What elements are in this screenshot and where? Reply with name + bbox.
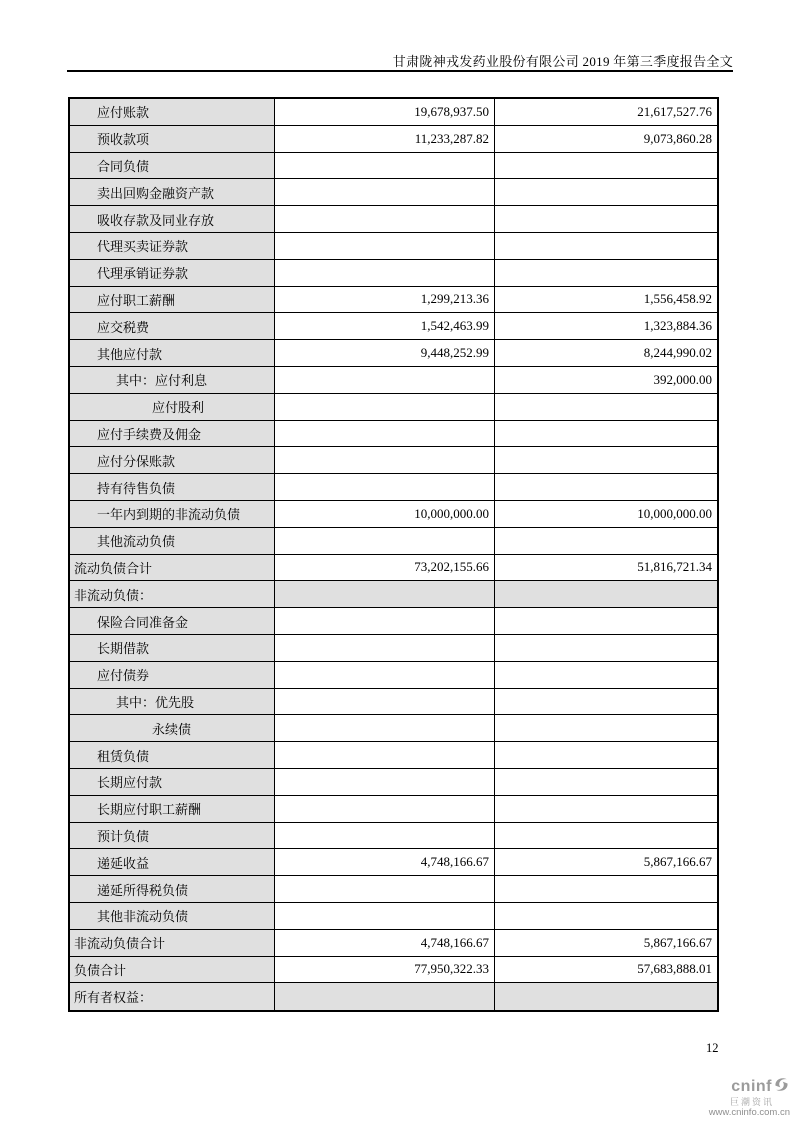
- row-label-cell: [70, 394, 275, 420]
- row-label-cell: [70, 340, 275, 366]
- cninfo-brand-row: [670, 1076, 790, 1098]
- table-row: [70, 608, 717, 635]
- page-header-title: 甘肃陇神戎发药业股份有限公司 2019 年第三季度报告全文: [392, 54, 733, 69]
- cninfo-chinese-name: 巨潮资讯: [729, 1096, 774, 1107]
- current-period-value-cell: [275, 206, 495, 232]
- table-row: [70, 501, 717, 528]
- row-label-cell: [70, 233, 275, 259]
- table-row: [70, 742, 717, 769]
- table-row: [70, 179, 717, 206]
- row-label-cell: [70, 876, 275, 902]
- prior-period-value-cell: [495, 394, 717, 420]
- current-period-value-cell: [275, 608, 495, 634]
- prior-period-value-cell: [495, 769, 717, 795]
- row-label-cell: [70, 983, 275, 1010]
- row-label: 应付账款: [97, 105, 150, 121]
- row-label-cell: [70, 206, 275, 232]
- current-period-value-cell: [275, 233, 495, 259]
- row-label: 卖出回购金融资产款: [97, 185, 215, 201]
- row-label: 应付股利: [152, 400, 205, 416]
- table-row: [70, 233, 717, 260]
- prior-period-value-cell: [495, 179, 717, 205]
- current-period-value-cell: [275, 662, 495, 688]
- row-label-cell: [70, 179, 275, 205]
- row-label-cell: [70, 689, 275, 715]
- row-label: 流动负债合计: [74, 560, 153, 576]
- current-period-value-cell: 77,950,322.33: [275, 957, 495, 983]
- row-label: 长期应付职工薪酬: [97, 802, 202, 818]
- table-row: [70, 662, 717, 689]
- table-row: [70, 823, 717, 850]
- table-row: [70, 99, 717, 126]
- current-period-value-cell: [275, 421, 495, 447]
- row-label: 一年内到期的非流动负债: [97, 507, 241, 523]
- prior-period-value-cell: [495, 689, 717, 715]
- table-row: [70, 903, 717, 930]
- prior-period-value-cell: [495, 260, 717, 286]
- table-row: [70, 421, 717, 448]
- row-label: 代理承销证券款: [97, 266, 189, 282]
- row-label: 持有待售负债: [97, 480, 176, 496]
- prior-period-value-cell: [495, 796, 717, 822]
- row-label-cell: [70, 260, 275, 286]
- prior-period-value-cell: 57,683,888.01: [495, 957, 717, 983]
- prior-period-value-cell: 392,000.00: [495, 367, 717, 393]
- row-label: 预收款项: [97, 132, 150, 148]
- prior-period-value-cell: [495, 742, 717, 768]
- current-period-value-cell: [275, 903, 495, 929]
- cninfo-url: www.cninfo.com.cn: [708, 1107, 790, 1119]
- prior-period-value-cell: [495, 233, 717, 259]
- row-label-cell: [70, 823, 275, 849]
- row-label: 保险合同准备金: [97, 614, 189, 630]
- prior-period-value-cell: [495, 715, 717, 741]
- row-label: 应付债券: [97, 668, 150, 684]
- cninfo-brand-text: cninf: [731, 1078, 772, 1095]
- row-label-cell: [70, 153, 275, 179]
- row-label: 应交税费: [97, 319, 150, 335]
- row-label: 预计负债: [97, 828, 150, 844]
- row-label: 非流动负债合计: [74, 936, 166, 952]
- row-label-cell: [70, 367, 275, 393]
- row-label-cell: [70, 903, 275, 929]
- current-period-value-cell: 1,299,213.36: [275, 287, 495, 313]
- prior-period-value-cell: [495, 903, 717, 929]
- current-period-value-cell: [275, 474, 495, 500]
- row-label-cell: [70, 474, 275, 500]
- prior-period-value-cell: [495, 983, 717, 1010]
- current-period-value-cell: [275, 581, 495, 607]
- prior-period-value-cell: [495, 662, 717, 688]
- row-label: 租赁负债: [97, 748, 150, 764]
- table-row: [70, 635, 717, 662]
- row-label: 合同负债: [97, 158, 150, 174]
- table-row: [70, 689, 717, 716]
- table-row: [70, 260, 717, 287]
- prior-period-value-cell: 9,073,860.28: [495, 126, 717, 152]
- row-label: 其中：优先股: [116, 694, 195, 710]
- table-row: [70, 581, 717, 608]
- row-label: 其他应付款: [97, 346, 163, 362]
- row-label: 应付手续费及佣金: [97, 426, 202, 442]
- table-row: [70, 528, 717, 555]
- table-row: [70, 957, 717, 984]
- prior-period-value-cell: [495, 823, 717, 849]
- table-row: [70, 153, 717, 180]
- row-label: 递延所得税负债: [97, 882, 189, 898]
- prior-period-value-cell: [495, 447, 717, 473]
- table-row: [70, 769, 717, 796]
- current-period-value-cell: 10,000,000.00: [275, 501, 495, 527]
- balance-sheet-liabilities-table: [68, 97, 719, 1012]
- row-label: 长期借款: [97, 641, 150, 657]
- row-label-cell: [70, 849, 275, 875]
- table-row: [70, 555, 717, 582]
- prior-period-value-cell: 51,816,721.34: [495, 555, 717, 581]
- row-label-cell: [70, 635, 275, 661]
- row-label-cell: [70, 313, 275, 339]
- current-period-value-cell: [275, 635, 495, 661]
- table-row: [70, 796, 717, 823]
- row-label-cell: [70, 957, 275, 983]
- current-period-value-cell: [275, 260, 495, 286]
- row-label-cell: [70, 742, 275, 768]
- prior-period-value-cell: [495, 581, 717, 607]
- row-label-cell: [70, 608, 275, 634]
- row-label: 负债合计: [74, 962, 127, 978]
- row-label: 应付职工薪酬: [97, 292, 176, 308]
- table-row: [70, 287, 717, 314]
- row-label: 吸收存款及同业存放: [97, 212, 215, 228]
- current-period-value-cell: 19,678,937.50: [275, 99, 495, 125]
- table-row: [70, 340, 717, 367]
- prior-period-value-cell: 5,867,166.67: [495, 930, 717, 956]
- current-period-value-cell: [275, 367, 495, 393]
- table-row: [70, 206, 717, 233]
- current-period-value-cell: [275, 796, 495, 822]
- table-row: [70, 447, 717, 474]
- row-label-cell: [70, 99, 275, 125]
- table-row: [70, 876, 717, 903]
- prior-period-value-cell: 5,867,166.67: [495, 849, 717, 875]
- row-label: 其他非流动负债: [97, 909, 189, 925]
- row-label: 应付分保账款: [97, 453, 176, 469]
- current-period-value-cell: [275, 179, 495, 205]
- table-row: [70, 474, 717, 501]
- table-row: [70, 126, 717, 153]
- row-label-cell: [70, 528, 275, 554]
- current-period-value-cell: [275, 447, 495, 473]
- prior-period-value-cell: 8,244,990.02: [495, 340, 717, 366]
- current-period-value-cell: 4,748,166.67: [275, 930, 495, 956]
- current-period-value-cell: [275, 153, 495, 179]
- prior-period-value-cell: [495, 421, 717, 447]
- row-label-cell: [70, 501, 275, 527]
- row-label-cell: [70, 769, 275, 795]
- row-label-cell: [70, 796, 275, 822]
- current-period-value-cell: [275, 823, 495, 849]
- prior-period-value-cell: 10,000,000.00: [495, 501, 717, 527]
- row-label: 长期应付款: [97, 775, 163, 791]
- row-label-cell: [70, 287, 275, 313]
- prior-period-value-cell: 1,323,884.36: [495, 313, 717, 339]
- table-row: [70, 394, 717, 421]
- prior-period-value-cell: 1,556,458.92: [495, 287, 717, 313]
- prior-period-value-cell: [495, 608, 717, 634]
- row-label: 其中：应付利息: [116, 373, 208, 389]
- row-label-cell: [70, 581, 275, 607]
- row-label: 代理买卖证券款: [97, 239, 189, 255]
- current-period-value-cell: 73,202,155.66: [275, 555, 495, 581]
- table-row: [70, 930, 717, 957]
- table-row: [70, 313, 717, 340]
- prior-period-value-cell: 21,617,527.76: [495, 99, 717, 125]
- current-period-value-cell: 1,542,463.99: [275, 313, 495, 339]
- row-label: 永续债: [152, 721, 192, 737]
- row-label-cell: [70, 930, 275, 956]
- current-period-value-cell: 4,748,166.67: [275, 849, 495, 875]
- table-row: [70, 849, 717, 876]
- prior-period-value-cell: [495, 876, 717, 902]
- current-period-value-cell: [275, 715, 495, 741]
- prior-period-value-cell: [495, 206, 717, 232]
- prior-period-value-cell: [495, 635, 717, 661]
- current-period-value-cell: [275, 394, 495, 420]
- row-label-cell: [70, 126, 275, 152]
- prior-period-value-cell: [495, 474, 717, 500]
- row-label-cell: [70, 555, 275, 581]
- row-label: 递延收益: [97, 855, 150, 871]
- prior-period-value-cell: [495, 528, 717, 554]
- current-period-value-cell: [275, 769, 495, 795]
- current-period-value-cell: [275, 876, 495, 902]
- row-label: 其他流动负债: [97, 534, 176, 550]
- table-body: [70, 99, 717, 1010]
- row-label-cell: [70, 715, 275, 741]
- row-label: 非流动负债：: [74, 587, 153, 603]
- row-label-cell: [70, 662, 275, 688]
- table-row: [70, 367, 717, 394]
- table-row: [70, 983, 717, 1010]
- current-period-value-cell: [275, 528, 495, 554]
- current-period-value-cell: 9,448,252.99: [275, 340, 495, 366]
- header-divider: [67, 70, 733, 72]
- row-label: 所有者权益：: [74, 990, 153, 1006]
- current-period-value-cell: 11,233,287.82: [275, 126, 495, 152]
- cninfo-swirl-icon: [772, 1076, 790, 1098]
- table-row: [70, 715, 717, 742]
- cninfo-logo: [670, 1076, 790, 1119]
- row-label-cell: [70, 447, 275, 473]
- row-label-cell: [70, 421, 275, 447]
- prior-period-value-cell: [495, 153, 717, 179]
- page-number: 12: [706, 1041, 719, 1055]
- current-period-value-cell: [275, 742, 495, 768]
- current-period-value-cell: [275, 689, 495, 715]
- current-period-value-cell: [275, 983, 495, 1010]
